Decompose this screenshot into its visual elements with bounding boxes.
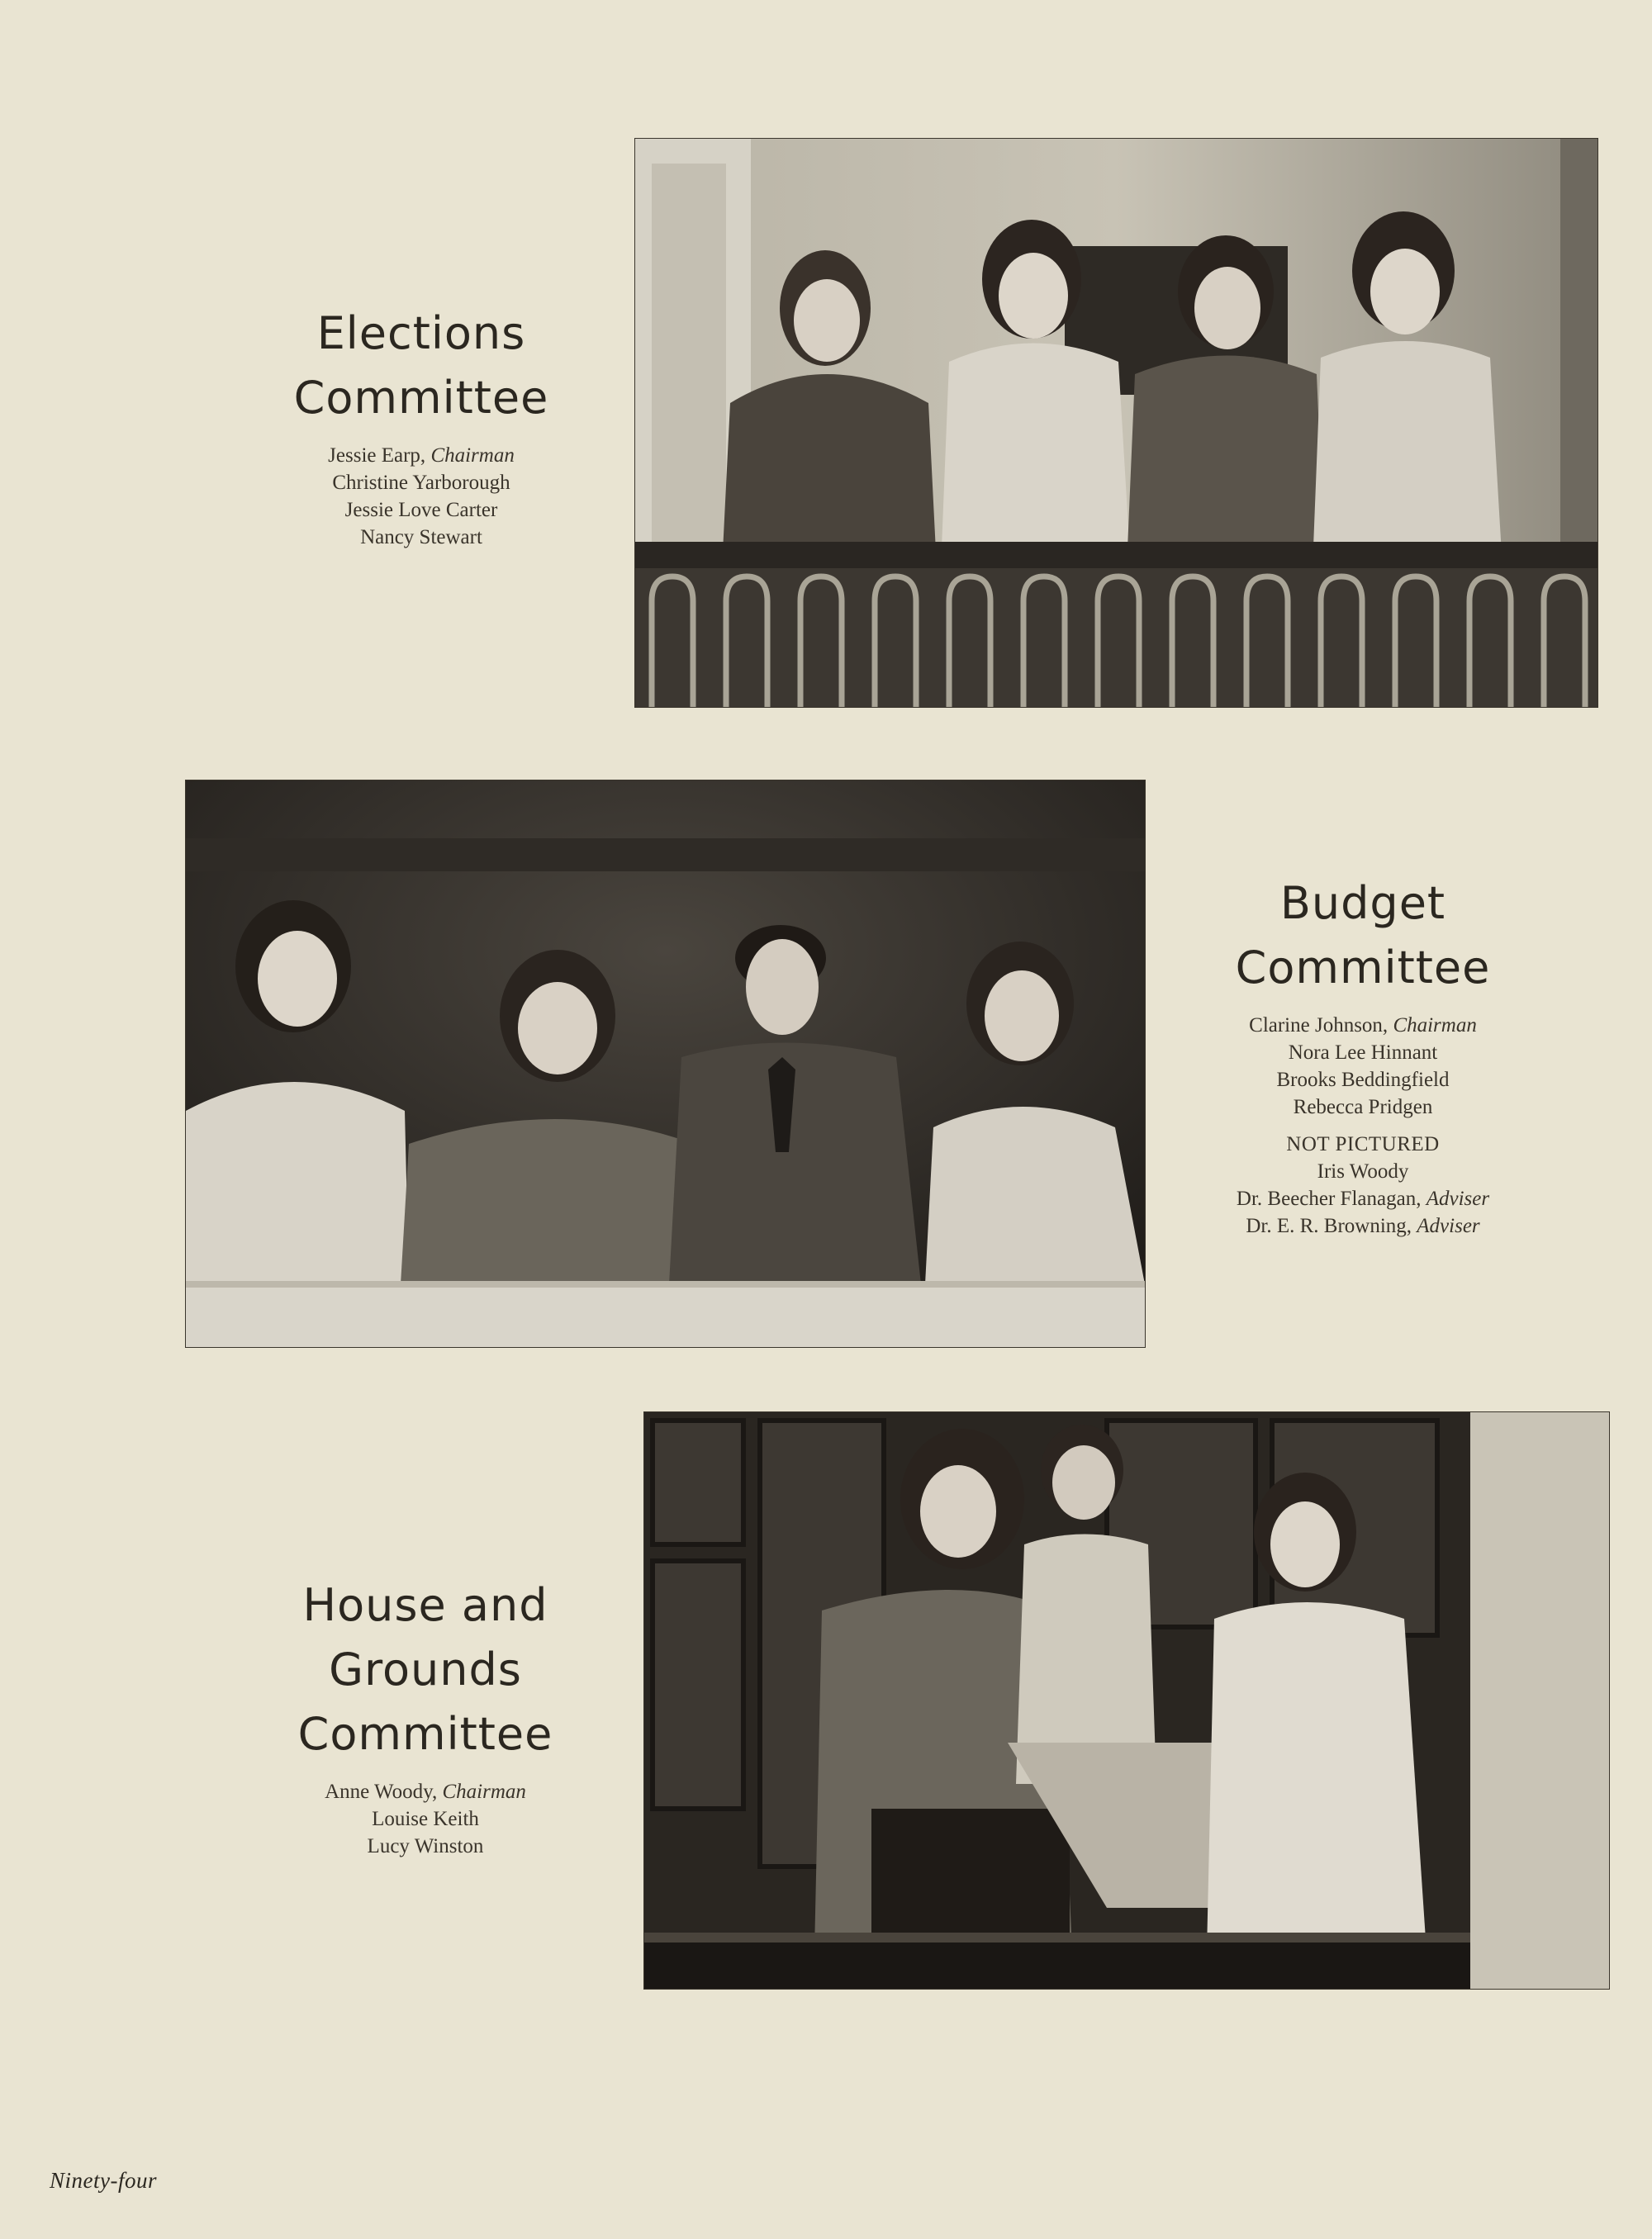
member-line: Anne Woody, Chairman — [325, 1781, 526, 1803]
member-line: Brooks Beddingfield — [1276, 1069, 1450, 1091]
not-pictured-label: NOT PICTURED — [1286, 1133, 1440, 1155]
member-line: Nancy Stewart — [360, 526, 482, 548]
member-line: Clarine Johnson, Chairman — [1249, 1014, 1477, 1036]
budget-committee-photo — [186, 780, 1145, 1347]
budget-title: Budget Committee — [1235, 877, 1491, 994]
house-member-list — [264, 1778, 586, 1860]
elections-title: Elections Committee — [293, 307, 549, 424]
member-line: Iris Woody — [1317, 1160, 1409, 1183]
member-line: Rebecca Pridgen — [1293, 1096, 1433, 1118]
member-line: Dr. E. R. Browning, Adviser — [1246, 1215, 1480, 1237]
member-line: Louise Keith — [372, 1808, 479, 1830]
budget-caption — [1181, 871, 1545, 1240]
house-grounds-committee-photo — [644, 1412, 1609, 1989]
house-caption — [264, 1573, 586, 1860]
member-line: Jessie Love Carter — [344, 499, 498, 521]
member-line: Jessie Earp, Chairman — [328, 444, 515, 467]
member-line: Nora Lee Hinnant — [1288, 1041, 1438, 1064]
member-line: Christine Yarborough — [332, 472, 510, 494]
member-line: Lucy Winston — [367, 1835, 484, 1857]
budget-member-list — [1181, 1012, 1545, 1240]
page-number: Ninety-four — [50, 2168, 157, 2193]
elections-caption — [281, 301, 562, 551]
house-title: House and Grounds Committee — [297, 1579, 553, 1760]
member-line: Dr. Beecher Flanagan, Adviser — [1236, 1188, 1490, 1210]
elections-member-list — [281, 442, 562, 551]
elections-committee-photo — [635, 139, 1597, 707]
